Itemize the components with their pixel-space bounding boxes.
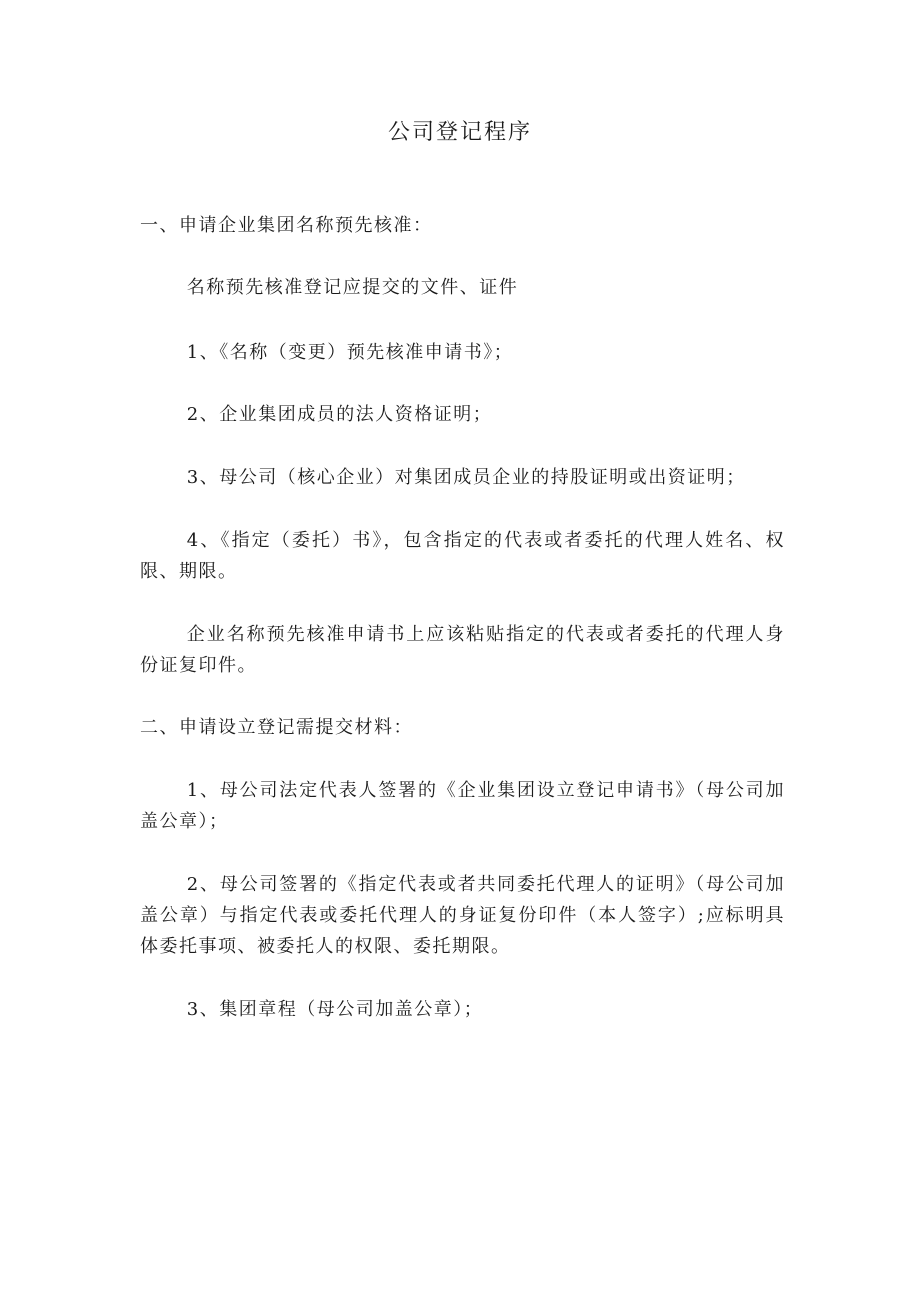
section-1-intro: 名称预先核准登记应提交的文件、证件 [186, 277, 519, 298]
section-1-item-4: 4、《指定（委托）书》，包含指定的代表或者委托的代理人姓名、权限、期限。 [140, 530, 785, 582]
section-1-item-2: 2、企业集团成员的法人资格证明； [186, 404, 493, 425]
section-2-heading: 二、申请设立登记需提交材料： [140, 717, 413, 738]
section-2-item-2: 2、母公司签署的《指定代表或者共同委托代理人的证明》（母公司加盖公章）与指定代表或委托代理人的身证复份印件（本人签字）;应标明具体委托事项、被委托人的权限、委托期限。 [140, 874, 785, 957]
section-2-item-1: 1、母公司法定代表人签署的《企业集团设立登记申请书》（母公司加盖公章）； [140, 780, 785, 832]
section-1-heading: 一、申请企业集团名称预先核准： [140, 215, 433, 236]
document-body [140, 210, 785, 1025]
section-1-note: 企业名称预先核准申请书上应该粘贴指定的代表或者委托的代理人身份证复印件。 [140, 624, 785, 676]
section-1-item-1: 1、《名称（变更）预先核准申请书》； [186, 342, 514, 363]
document-title: 公司登记程序 [387, 120, 532, 145]
section-2-item-3: 3、集团章程（母公司加盖公章）； [186, 999, 484, 1020]
section-1-item-3: 3、母公司（核心企业）对集团成员企业的持股证明或出资证明； [186, 467, 746, 488]
